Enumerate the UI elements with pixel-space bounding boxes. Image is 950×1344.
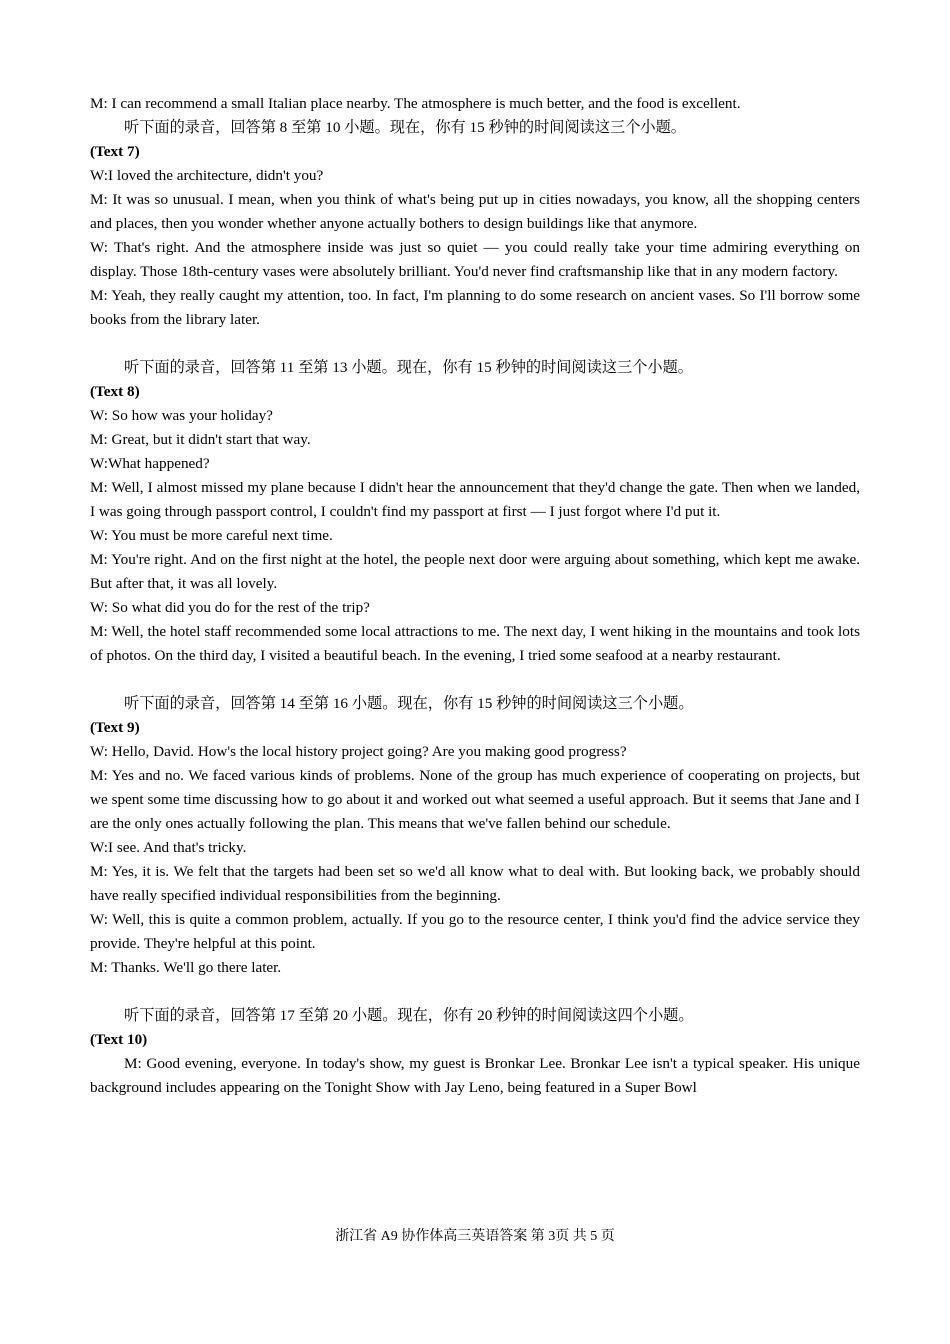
dialogue-line: M: Yes and no. We faced various kinds of problems. None of the group has much experience of cooperating on projects, but we spent some time discussing how to go about it and worked out what seemed a useful approach. But it seems that Jane and I are the only ones actually following the plan. This means that we've fallen behind our schedule. [90, 767, 860, 832]
dialogue-line: W: So how was your holiday? [90, 407, 273, 424]
section-heading: (Text 9) [90, 719, 140, 736]
dialogue-line: M: It was so unusual. I mean, when you think of what's being put up in cities nowadays, you know, all the shopping centers and places, then you wonder whether anyone actually bothers to design buildings like that anymore. [90, 191, 860, 232]
listening-instruction: 听下面的录音，回答第 8 至第 10 小题。现在，你有 15 秒钟的时间阅读这三个小题。 [124, 119, 686, 136]
listening-instruction: 听下面的录音，回答第 17 至第 20 小题。现在，你有 20 秒钟的时间阅读这四个小题。 [124, 1007, 694, 1024]
dialogue-line: W: So what did you do for the rest of the trip? [90, 599, 370, 616]
dialogue-line: W:What happened? [90, 455, 210, 472]
dialogue-line: M: Yeah, they really caught my attention, too. In fact, I'm planning to do some research on ancient vases. So I'll borrow some books from the library later. [90, 287, 860, 328]
listening-instruction: 听下面的录音，回答第 11 至第 13 小题。现在，你有 15 秒钟的时间阅读这三个小题。 [124, 359, 693, 376]
dialogue-line: W:I loved the architecture, didn't you? [90, 167, 324, 184]
dialogue-line: W: That's right. And the atmosphere inside was just so quiet — you could really take your time admiring everything on display. Those 18th-century vases were absolutely brilliant. You'd never find craftsmanship like that in any modern factory. [90, 239, 860, 280]
dialogue-line: M: I can recommend a small Italian place nearby. The atmosphere is much better, and the food is excellent. [90, 95, 741, 112]
page-footer: 浙江省 A9 协作体高三英语答案 第 3页 共 5 页 [335, 1229, 615, 1244]
dialogue-line: M: Yes, it is. We felt that the targets had been set so we'd all know what to deal with. But looking back, we probably should have really specified individual responsibilities from the beginning. [90, 863, 860, 904]
section-heading: (Text 8) [90, 383, 140, 400]
dialogue-line: W: Hello, David. How's the local history project going? Are you making good progress? [90, 743, 627, 760]
dialogue-line: M: You're right. And on the first night at the hotel, the people next door were arguing about something, which kept me awake. But after that, it was all lovely. [90, 551, 860, 592]
listening-instruction: 听下面的录音，回答第 14 至第 16 小题。现在，你有 15 秒钟的时间阅读这三个小题。 [124, 695, 694, 712]
document-page [90, 92, 860, 1100]
dialogue-line: W: Well, this is quite a common problem, actually. If you go to the resource center, I think you'd find the advice service they provide. They're helpful at this point. [90, 911, 860, 952]
dialogue-line: M: Well, the hotel staff recommended some local attractions to me. The next day, I went hiking in the mountains and took lots of photos. On the third day, I visited a beautiful beach. In the evening, I tried some seafood at a nearby restaurant. [90, 623, 860, 664]
dialogue-line: M: Thanks. We'll go there later. [90, 959, 282, 976]
dialogue-line: M: Great, but it didn't start that way. [90, 431, 311, 448]
dialogue-line: W:I see. And that's tricky. [90, 839, 247, 856]
section-heading: (Text 10) [90, 1031, 148, 1048]
dialogue-line: W: You must be more careful next time. [90, 527, 333, 544]
dialogue-line: M: Good evening, everyone. In today's show, my guest is Bronkar Lee. Bronkar Lee isn't a typical speaker. His unique background includes appearing on the Tonight Show with Jay Leno, being featured in a Super Bowl [90, 1055, 860, 1096]
section-heading: (Text 7) [90, 143, 140, 160]
dialogue-line: M: Well, I almost missed my plane because I didn't hear the announcement that they'd change the gate. Then when we landed, I was going through passport control, I couldn't find my passport at first — I just forgot where I'd put it. [90, 479, 860, 520]
